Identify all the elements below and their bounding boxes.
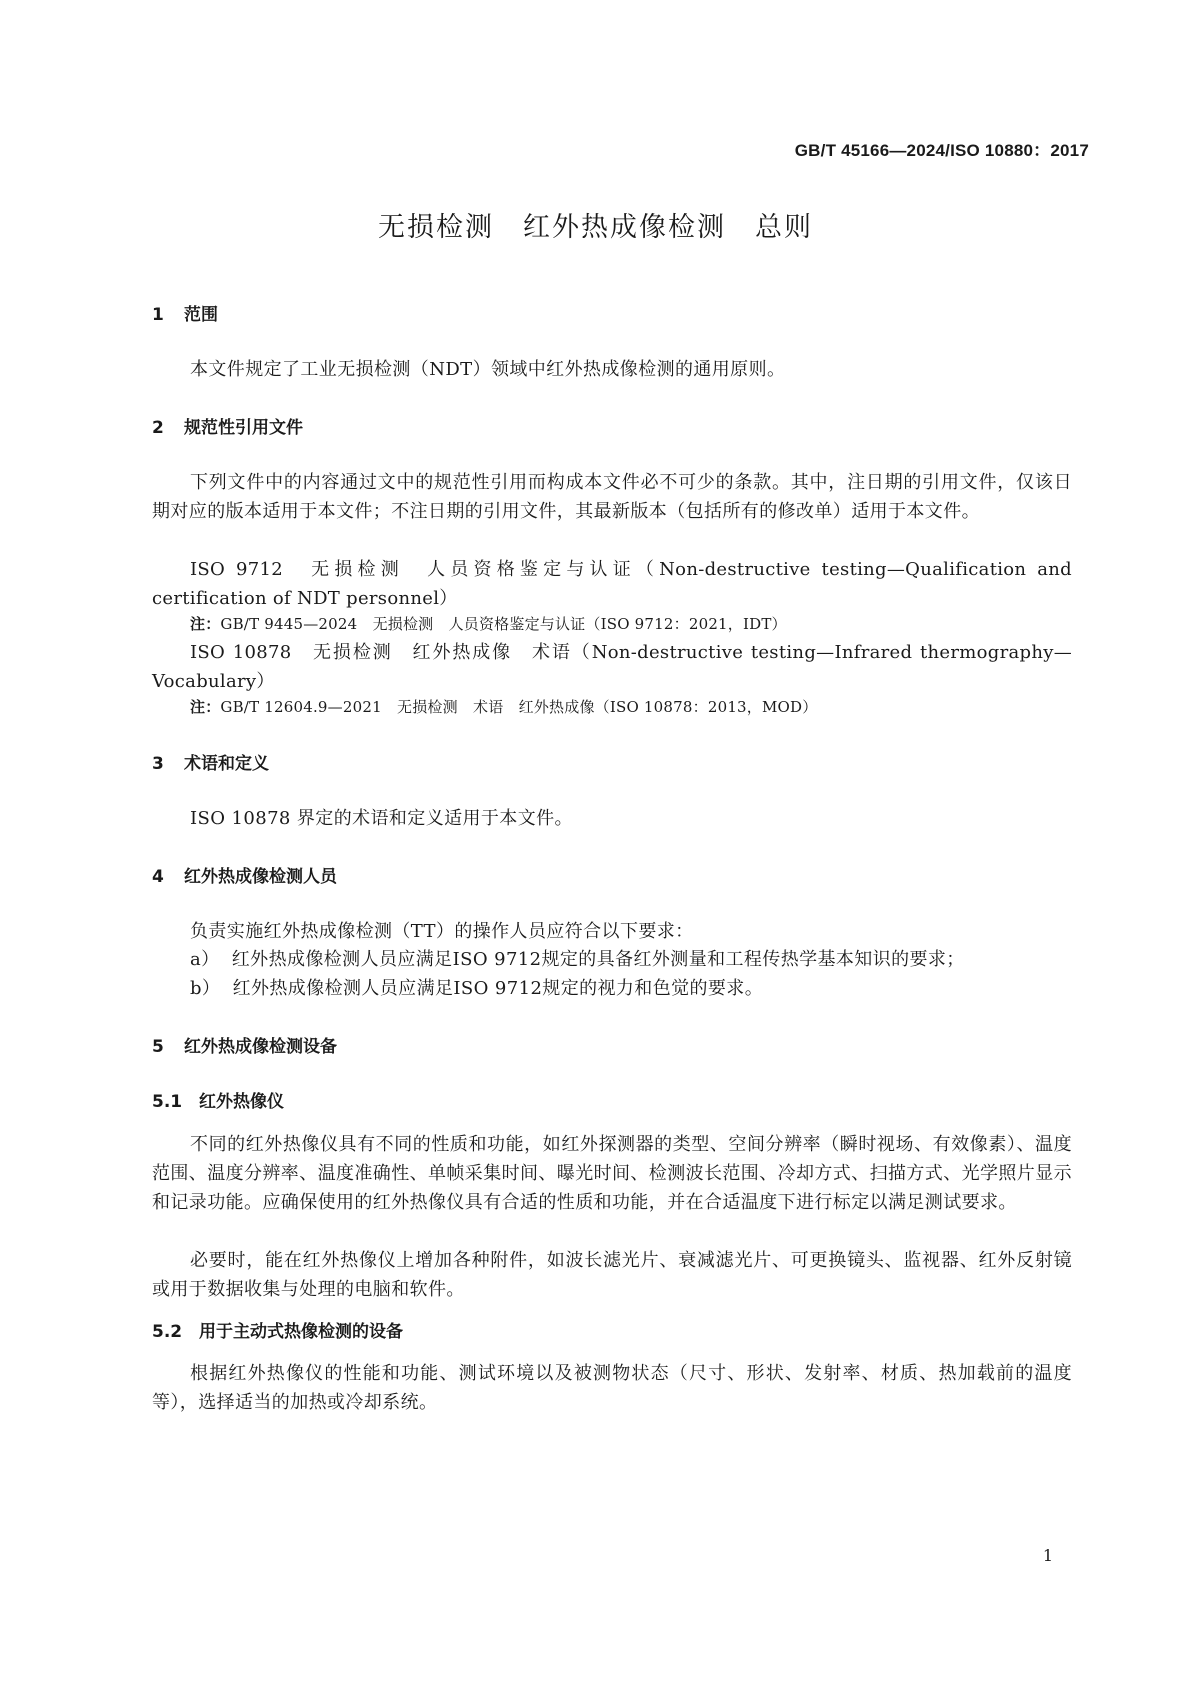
standard-code: GB/T 45166—2024/ISO 10880：2017: [794, 141, 1089, 160]
section-title: 用于主动式热像检测的设备: [199, 1322, 403, 1342]
reference-iso-9712: ISO 9712 无损检测 人员资格鉴定与认证（Non-destructive testing—Qualification and certification of NDT personnel）: [152, 559, 1079, 609]
section-4-paragraph: 负责实施红外热成像检测（TT）的操作人员应符合以下要求：: [190, 921, 694, 942]
note-label: 注：: [190, 615, 221, 633]
note-label: 注：: [190, 698, 221, 716]
section-title: 规范性引用文件: [184, 418, 303, 438]
section-2-heading: [152, 413, 303, 438]
document-title: 无损检测 红外热成像检测 总则: [378, 212, 813, 243]
section-3-heading: [152, 749, 269, 774]
reference-iso-10878: ISO 10878 无损检测 红外热成像 术语（Non-destructive testing—Infrared thermography—Vocabulary）: [152, 642, 1072, 692]
note-gbt-12604: [190, 696, 817, 717]
section-title: 红外热像仪: [199, 1092, 284, 1112]
note-text: GB/T 9445—2024 无损检测 人员资格鉴定与认证（ISO 9712：2021，IDT）: [220, 615, 787, 633]
section-5-1-heading: [152, 1087, 284, 1112]
section-number: 3: [152, 754, 164, 774]
section-5-2-paragraph: 根据红外热像仪的性能和功能、测试环境以及被测物状态（尺寸、形状、发射率、材质、热加载前的温度等），选择适当的加热或冷却系统。: [152, 1363, 1072, 1413]
section-1-heading: [152, 300, 218, 325]
section-title: 术语和定义: [184, 754, 269, 774]
section-5-1-paragraph-1: 不同的红外热像仪具有不同的性质和功能，如红外探测器的类型、空间分辨率（瞬时视场、有效像素）、温度范围、温度分辨率、温度准确性、单帧采集时间、曝光时间、检测波长范围、冷却方式、扫描方式、光学照片显示和记录功能。应确保使用的红外热像仪具有合适的性质和功能，并在合适温度下进行标定以满足测试要求。: [152, 1134, 1072, 1213]
section-5-heading: [152, 1032, 337, 1057]
section-3-paragraph: ISO 10878 界定的术语和定义适用于本文件。: [190, 808, 573, 829]
section-title: 红外热成像检测人员: [184, 867, 337, 887]
section-5-2-heading: [152, 1317, 403, 1342]
section-number: 5: [152, 1037, 164, 1057]
section-number: 2: [152, 418, 164, 438]
section-2-paragraph: 下列文件中的内容通过文中的规范性引用而构成本文件必不可少的条款。其中，注日期的引用文件，仅该日期对应的版本适用于本文件；不注日期的引用文件，其最新版本（包括所有的修改单）适用于本文件。: [152, 472, 1072, 522]
section-4-heading: [152, 862, 337, 887]
section-number: 5.1: [152, 1092, 183, 1112]
note-gbt-9445: [190, 613, 787, 634]
note-text: GB/T 12604.9—2021 无损检测 术语 红外热成像（ISO 10878：2013，MOD）: [220, 698, 818, 716]
section-number: 5.2: [152, 1322, 183, 1342]
section-5-1-paragraph-2: 必要时，能在红外热像仪上增加各种附件，如波长滤光片、衰减滤光片、可更换镜头、监视器、红外反射镜或用于数据收集与处理的电脑和软件。: [152, 1250, 1072, 1300]
list-item-b: b） 红外热成像检测人员应满足ISO 9712规定的视力和色觉的要求。: [190, 978, 764, 999]
page-number: 1: [1042, 1546, 1053, 1565]
list-item-a: a） 红外热成像检测人员应满足ISO 9712规定的具备红外测量和工程传热学基本知识的要求；: [190, 949, 965, 970]
section-title: 红外热成像检测设备: [184, 1037, 337, 1057]
section-number: 4: [152, 867, 164, 887]
section-1-paragraph: 本文件规定了工业无损检测（NDT）领域中红外热成像检测的通用原则。: [190, 359, 786, 380]
section-number: 1: [152, 305, 164, 325]
section-title: 范围: [184, 305, 218, 325]
